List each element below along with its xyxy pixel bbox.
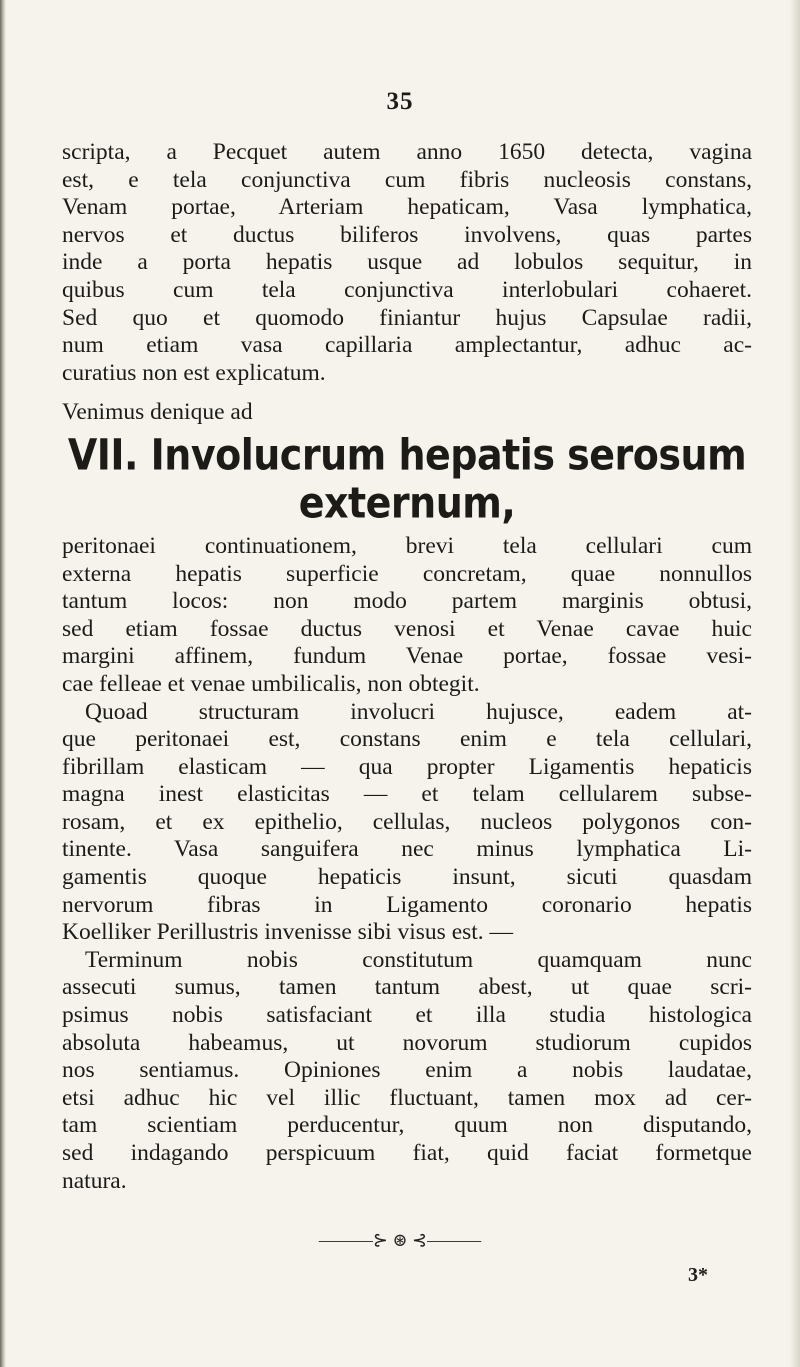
text-line: Quoad structuram involucri hujusce, eadem at- bbox=[85, 698, 752, 725]
text-line: fibrillam elasticam — qua propter Ligamentis hepaticis bbox=[62, 753, 752, 780]
text-line: cae felleae et venae umbilicalis, non obtegit. bbox=[62, 670, 480, 697]
text-line: margini affinem, fundum Venae portae, fossae vesi- bbox=[62, 643, 752, 670]
page-binding-shadow bbox=[0, 0, 6, 1367]
text-line: tinente. Vasa sanguifera nec minus lymphatica Li- bbox=[62, 836, 752, 863]
text-line: externa hepatis superficie concretam, quae nonnullos bbox=[62, 560, 752, 587]
text-line: nos sentiamus. Opiniones enim a nobis laudatae, bbox=[62, 1057, 752, 1084]
text-line: inde a porta hepatis usque ad lobulos sequitur, in bbox=[62, 249, 752, 276]
text-line: Terminum nobis constitutum quamquam nunc bbox=[85, 946, 752, 973]
text-line: Venam portae, Arteriam hepaticam, Vasa lymphatica, bbox=[62, 194, 752, 221]
text-line: rosam, et ex epithelio, cellulas, nucleos polygonos con- bbox=[62, 808, 752, 835]
text-line: tantum locos: non modo partem marginis obtusi, bbox=[62, 588, 752, 615]
text-line: que peritonaei est, constans enim e tela cellulari, bbox=[62, 726, 752, 753]
end-ornament-icon: ———⊱ ⊛ ⊰——— bbox=[318, 1230, 482, 1250]
text-line: nervos et ductus biliferos involvens, quas partes bbox=[62, 221, 752, 248]
section-heading-continued: externum, bbox=[298, 478, 516, 528]
text-line: peritonaei continuationem, brevi tela cellulari cum bbox=[62, 532, 752, 559]
text-line: psimus nobis satisfaciant et illa studia histologica bbox=[62, 1002, 752, 1029]
text-line: gamentis quoque hepaticis insunt, sicuti quasdam bbox=[62, 864, 752, 891]
page-number: 35 bbox=[386, 88, 414, 115]
text-line: natura. bbox=[62, 1167, 127, 1194]
text-line: Koelliker Perillustris invenisse sibi visus est. — bbox=[62, 919, 514, 946]
text-line: est, e tela conjunctiva cum fibris nucleosis constans, bbox=[62, 166, 752, 193]
section-heading: VII. Involucrum hepatis serosum bbox=[67, 430, 747, 480]
body-text bbox=[62, 139, 752, 1195]
text-line: sed etiam fossae ductus venosi et Venae cavae huic bbox=[62, 615, 752, 642]
text-line: Sed quo et quomodo finiantur hujus Capsulae radii, bbox=[62, 304, 752, 331]
text-line: sed indagando perspicuum fiat, quid faciat formetque bbox=[62, 1140, 752, 1166]
intro-line: Venimus denique ad bbox=[62, 399, 253, 426]
text-line: assecuti sumus, tamen tantum abest, ut quae scri- bbox=[62, 974, 752, 1001]
text-line: absoluta habeamus, ut novorum studiorum cupidos bbox=[62, 1029, 752, 1056]
text-line: scripta, a Pecquet autem anno 1650 detecta, vagina bbox=[62, 139, 752, 165]
signature-mark: 3* bbox=[688, 1264, 708, 1286]
text-line: nervorum fibras in Ligamento coronario hepatis bbox=[62, 891, 752, 918]
text-line: num etiam vasa capillaria amplectantur, adhuc ac- bbox=[62, 332, 752, 359]
page-edge-shadow bbox=[790, 0, 800, 1367]
text-line: quibus cum tela conjunctiva interlobulari cohaeret. bbox=[62, 276, 752, 303]
text-line: tam scientiam perducentur, quum non disputando, bbox=[62, 1112, 752, 1139]
text-line: magna inest elasticitas — et telam cellularem subse- bbox=[62, 781, 752, 808]
text-line: curatius non est explicatum. bbox=[62, 359, 326, 386]
text-line: etsi adhuc hic vel illic fluctuant, tamen mox ad cer- bbox=[62, 1084, 752, 1111]
